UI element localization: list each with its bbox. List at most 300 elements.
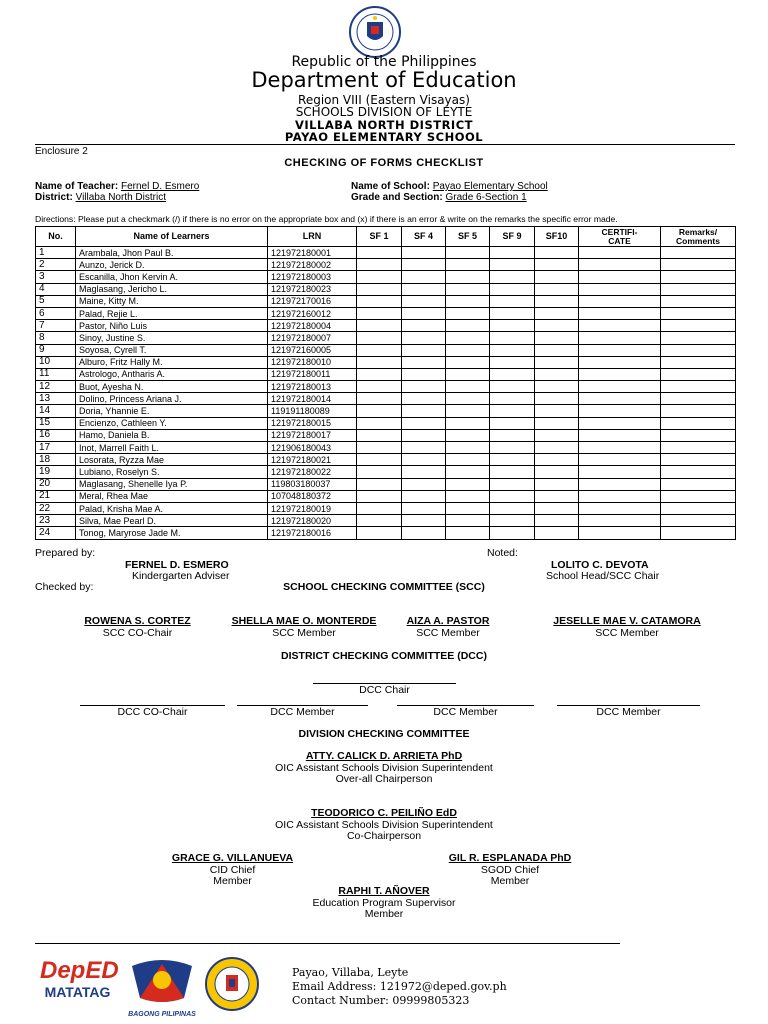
- cell-sf10-checkbox[interactable]: [535, 417, 579, 429]
- cell-learner-name: Arambala, Jhon Paul B.: [76, 247, 268, 259]
- cell-sf10-checkbox[interactable]: [535, 454, 579, 466]
- cell-learner-name: Hamo, Daniela B.: [76, 429, 268, 441]
- cell-no: 16: [36, 429, 76, 441]
- cell-remarks-checkbox[interactable]: [661, 405, 736, 417]
- teacher-value: Fernel D. Esmero: [120, 181, 200, 192]
- cell-sf4-checkbox[interactable]: [402, 356, 446, 368]
- cell-no: 18: [36, 454, 76, 466]
- cell-certificate-checkbox[interactable]: [579, 527, 661, 539]
- cell-sf4-checkbox[interactable]: [402, 405, 446, 417]
- eps-title: Education Program Supervisor: [312, 896, 456, 909]
- cell-sf9-checkbox[interactable]: [490, 515, 535, 527]
- cell-no: 1: [36, 247, 76, 259]
- cell-sf10-checkbox[interactable]: [535, 429, 579, 441]
- table-row: [36, 295, 736, 307]
- cell-sf9-checkbox[interactable]: [490, 381, 535, 393]
- cell-lrn: 121972180011: [268, 368, 357, 380]
- cell-sf9-checkbox[interactable]: [490, 478, 535, 490]
- prepared-name: FERNEL D. ESMERO: [125, 559, 229, 571]
- division-cochair-block: [0, 808, 768, 843]
- cell-sf4-checkbox[interactable]: [402, 490, 446, 502]
- cell-sf10-checkbox[interactable]: [535, 283, 579, 295]
- cell-sf4-checkbox[interactable]: [402, 393, 446, 405]
- cell-sf5-checkbox[interactable]: [446, 307, 490, 319]
- cell-sf10-checkbox[interactable]: [535, 307, 579, 319]
- bagong-pilipinas-logo: [124, 956, 200, 1018]
- footer-address: Payao, Villaba, Leyte: [292, 966, 409, 979]
- cell-lrn: 121972180016: [268, 527, 357, 539]
- table-row: [36, 307, 736, 319]
- grade-value: Grade 6-Section 1: [445, 192, 527, 203]
- cell-sf5-checkbox[interactable]: [446, 320, 490, 332]
- bagong-pilipinas-icon: [124, 956, 200, 1006]
- cell-sf10-checkbox[interactable]: [535, 320, 579, 332]
- cell-sf1-checkbox[interactable]: [357, 283, 402, 295]
- col-header-sf10: SF10: [535, 227, 579, 247]
- cell-certificate-checkbox[interactable]: [579, 356, 661, 368]
- school-label: Name of School:: [351, 181, 430, 192]
- cell-remarks-checkbox[interactable]: [661, 454, 736, 466]
- table-row: [36, 247, 736, 259]
- cell-sf5-checkbox[interactable]: [446, 442, 490, 454]
- cell-sf4-checkbox[interactable]: [402, 515, 446, 527]
- cell-lrn: 121972180002: [268, 259, 357, 271]
- cell-sf10-checkbox[interactable]: [535, 332, 579, 344]
- cell-remarks-checkbox[interactable]: [661, 307, 736, 319]
- cell-sf9-checkbox[interactable]: [490, 502, 535, 514]
- cell-sf4-checkbox[interactable]: [402, 332, 446, 344]
- cell-sf1-checkbox[interactable]: [357, 259, 402, 271]
- cell-sf9-checkbox[interactable]: [490, 490, 535, 502]
- enclosure-label: Enclosure 2: [35, 146, 88, 157]
- region-line: Region VIII (Eastern Visayas): [298, 93, 470, 107]
- cell-remarks-checkbox[interactable]: [661, 417, 736, 429]
- cell-lrn: 121972180010: [268, 356, 357, 368]
- table-row: [36, 381, 736, 393]
- cell-sf1-checkbox[interactable]: [357, 442, 402, 454]
- cell-lrn: 121972160012: [268, 307, 357, 319]
- table-row: [36, 283, 736, 295]
- cell-sf9-checkbox[interactable]: [490, 429, 535, 441]
- cell-remarks-checkbox[interactable]: [661, 368, 736, 380]
- noted-label: Noted:: [487, 547, 518, 559]
- cell-no: 4: [36, 283, 76, 295]
- cell-sf10-checkbox[interactable]: [535, 344, 579, 356]
- department-title: Department of Education: [251, 68, 517, 92]
- cell-sf1-checkbox[interactable]: [357, 490, 402, 502]
- cell-certificate-checkbox[interactable]: [579, 515, 661, 527]
- cell-sf1-checkbox[interactable]: [357, 515, 402, 527]
- scc-member-3: [388, 615, 508, 639]
- cell-sf10-checkbox[interactable]: [535, 442, 579, 454]
- cell-certificate-checkbox[interactable]: [579, 320, 661, 332]
- cell-remarks-checkbox[interactable]: [661, 381, 736, 393]
- cell-remarks-checkbox[interactable]: [661, 466, 736, 478]
- footer-contact: [292, 966, 507, 1008]
- cell-sf9-checkbox[interactable]: [490, 283, 535, 295]
- cell-sf5-checkbox[interactable]: [446, 429, 490, 441]
- cell-sf10-checkbox[interactable]: [535, 393, 579, 405]
- cid-chief-name: GRACE G. VILLANUEVA: [171, 852, 294, 864]
- cell-sf1-checkbox[interactable]: [357, 320, 402, 332]
- cell-no: 15: [36, 417, 76, 429]
- cell-certificate-checkbox[interactable]: [579, 344, 661, 356]
- dcc-role-1: DCC CO-Chair: [117, 706, 188, 718]
- cell-lrn: 121972180023: [268, 283, 357, 295]
- cell-learner-name: Buot, Ayesha N.: [76, 381, 268, 393]
- cell-no: 12: [36, 381, 76, 393]
- table-row: [36, 466, 736, 478]
- cell-no: 21: [36, 490, 76, 502]
- cell-sf1-checkbox[interactable]: [357, 332, 402, 344]
- scc-name: JESELLE MAE V. CATAMORA: [553, 615, 701, 627]
- cell-sf10-checkbox[interactable]: [535, 271, 579, 283]
- cell-certificate-checkbox[interactable]: [579, 247, 661, 259]
- cell-sf10-checkbox[interactable]: [535, 466, 579, 478]
- table-row: [36, 502, 736, 514]
- cell-no: 7: [36, 320, 76, 332]
- cell-sf10-checkbox[interactable]: [535, 502, 579, 514]
- cell-sf4-checkbox[interactable]: [402, 368, 446, 380]
- cid-chief-title: CID Chief: [209, 863, 256, 876]
- cell-learner-name: Tonog, Maryrose Jade M.: [76, 527, 268, 539]
- cell-remarks-checkbox[interactable]: [661, 442, 736, 454]
- scc-name: ROWENA S. CORTEZ: [84, 615, 191, 627]
- cell-sf5-checkbox[interactable]: [446, 527, 490, 539]
- footer-divider: [35, 943, 620, 944]
- cell-sf9-checkbox[interactable]: [490, 332, 535, 344]
- cell-remarks-checkbox[interactable]: [661, 429, 736, 441]
- cell-remarks-checkbox[interactable]: [661, 271, 736, 283]
- col-header-remarks: Remarks/ Comments: [661, 227, 736, 247]
- cell-lrn: 121972180013: [268, 381, 357, 393]
- cell-remarks-checkbox[interactable]: [661, 515, 736, 527]
- scc-role: SCC Member: [272, 627, 336, 639]
- cell-sf1-checkbox[interactable]: [357, 356, 402, 368]
- cell-sf5-checkbox[interactable]: [446, 490, 490, 502]
- cell-sf9-checkbox[interactable]: [490, 295, 535, 307]
- cell-certificate-checkbox[interactable]: [579, 393, 661, 405]
- cell-sf5-checkbox[interactable]: [446, 393, 490, 405]
- bagong-pilipinas-text: BAGONG PILIPINAS: [128, 1011, 196, 1018]
- cell-certificate-checkbox[interactable]: [579, 490, 661, 502]
- cell-sf9-checkbox[interactable]: [490, 454, 535, 466]
- cell-sf1-checkbox[interactable]: [357, 502, 402, 514]
- cell-sf10-checkbox[interactable]: [535, 247, 579, 259]
- cell-sf9-checkbox[interactable]: [490, 405, 535, 417]
- col-header-sf4: SF 4: [402, 227, 446, 247]
- cell-certificate-checkbox[interactable]: [579, 478, 661, 490]
- cell-sf10-checkbox[interactable]: [535, 478, 579, 490]
- division-chair-role: Over-all Chairperson: [335, 773, 433, 785]
- cell-certificate-checkbox[interactable]: [579, 307, 661, 319]
- matatag-logo-text: MATATAG: [44, 984, 111, 1000]
- cell-certificate-checkbox[interactable]: [579, 442, 661, 454]
- cell-certificate-checkbox[interactable]: [579, 271, 661, 283]
- cell-sf1-checkbox[interactable]: [357, 247, 402, 259]
- cell-sf10-checkbox[interactable]: [535, 356, 579, 368]
- cell-sf5-checkbox[interactable]: [446, 515, 490, 527]
- cid-chief-role: Member: [213, 875, 252, 887]
- cell-learner-name: Escanilla, Jhon Kervin A.: [76, 271, 268, 283]
- scc-member-2: [218, 615, 390, 639]
- cell-no: 9: [36, 344, 76, 356]
- cell-remarks-checkbox[interactable]: [661, 247, 736, 259]
- sgod-chief-role: Member: [490, 875, 530, 887]
- cell-remarks-checkbox[interactable]: [661, 393, 736, 405]
- school-seal-icon: [205, 957, 259, 1011]
- cell-sf4-checkbox[interactable]: [402, 320, 446, 332]
- division-committee-title: DIVISION CHECKING COMMITTEE: [298, 728, 470, 740]
- cell-sf4-checkbox[interactable]: [402, 478, 446, 490]
- cell-sf9-checkbox[interactable]: [490, 356, 535, 368]
- cid-chief-block: [150, 853, 315, 888]
- prepared-title: Kindergarten Adviser: [132, 570, 230, 582]
- cell-sf10-checkbox[interactable]: [535, 490, 579, 502]
- cell-sf4-checkbox[interactable]: [402, 527, 446, 539]
- cell-learner-name: Lubiano, Roselyn S.: [76, 466, 268, 478]
- scc-member-4: [537, 615, 717, 639]
- cell-lrn: 121972180020: [268, 515, 357, 527]
- cell-sf5-checkbox[interactable]: [446, 466, 490, 478]
- teacher-label: Name of Teacher:: [35, 181, 119, 192]
- cell-learner-name: Doria, Yhannie E.: [76, 405, 268, 417]
- grade-row: [351, 192, 527, 203]
- cell-sf10-checkbox[interactable]: [535, 405, 579, 417]
- cell-sf4-checkbox[interactable]: [402, 247, 446, 259]
- cell-sf5-checkbox[interactable]: [446, 356, 490, 368]
- deped-matatag-logo: [40, 957, 119, 1018]
- cell-certificate-checkbox[interactable]: [579, 381, 661, 393]
- cell-sf1-checkbox[interactable]: [357, 393, 402, 405]
- cell-remarks-checkbox[interactable]: [661, 490, 736, 502]
- table-row: [36, 356, 736, 368]
- cell-learner-name: Aunzo, Jerick D.: [76, 259, 268, 271]
- cell-sf4-checkbox[interactable]: [402, 502, 446, 514]
- dcc-chair-label: DCC Chair: [359, 684, 410, 696]
- cell-sf10-checkbox[interactable]: [535, 368, 579, 380]
- cell-certificate-checkbox[interactable]: [579, 295, 661, 307]
- cell-learner-name: Maglasang, Jericho L.: [76, 283, 268, 295]
- cell-sf5-checkbox[interactable]: [446, 332, 490, 344]
- republic-line: Republic of the Philippines: [291, 54, 477, 70]
- col-header-certificate: CERTIFI- CATE: [579, 227, 661, 247]
- cell-sf9-checkbox[interactable]: [490, 344, 535, 356]
- scc-role: SCC CO-Chair: [102, 627, 173, 639]
- cell-sf1-checkbox[interactable]: [357, 295, 402, 307]
- cell-sf10-checkbox[interactable]: [535, 527, 579, 539]
- cell-sf4-checkbox[interactable]: [402, 295, 446, 307]
- cell-remarks-checkbox[interactable]: [661, 320, 736, 332]
- cell-sf4-checkbox[interactable]: [402, 466, 446, 478]
- cell-sf5-checkbox[interactable]: [446, 502, 490, 514]
- cell-sf4-checkbox[interactable]: [402, 271, 446, 283]
- cell-learner-name: Losorata, Ryzza Mae: [76, 454, 268, 466]
- cell-sf9-checkbox[interactable]: [490, 247, 535, 259]
- cell-sf9-checkbox[interactable]: [490, 368, 535, 380]
- col-header-sf5: SF 5: [446, 227, 490, 247]
- form-title: CHECKING OF FORMS CHECKLIST: [284, 157, 484, 169]
- cell-certificate-checkbox[interactable]: [579, 502, 661, 514]
- table-row: [36, 515, 736, 527]
- cell-certificate-checkbox[interactable]: [579, 283, 661, 295]
- cell-remarks-checkbox[interactable]: [661, 356, 736, 368]
- cell-remarks-checkbox[interactable]: [661, 332, 736, 344]
- cell-lrn: 121972180014: [268, 393, 357, 405]
- cell-sf1-checkbox[interactable]: [357, 478, 402, 490]
- table-row: [36, 417, 736, 429]
- table-row: [36, 393, 736, 405]
- cell-no: 20: [36, 478, 76, 490]
- cell-sf9-checkbox[interactable]: [490, 527, 535, 539]
- table-row: [36, 454, 736, 466]
- cell-sf1-checkbox[interactable]: [357, 466, 402, 478]
- cell-sf9-checkbox[interactable]: [490, 259, 535, 271]
- school-line: PAYAO ELEMENTARY SCHOOL: [284, 130, 484, 144]
- table-row: [36, 442, 736, 454]
- cell-learner-name: Dolino, Princess Ariana J.: [76, 393, 268, 405]
- cell-sf1-checkbox[interactable]: [357, 429, 402, 441]
- cell-sf1-checkbox[interactable]: [357, 368, 402, 380]
- cell-sf4-checkbox[interactable]: [402, 259, 446, 271]
- cell-remarks-checkbox[interactable]: [661, 283, 736, 295]
- cell-sf9-checkbox[interactable]: [490, 271, 535, 283]
- cell-learner-name: Sinoy, Justine S.: [76, 332, 268, 344]
- cell-certificate-checkbox[interactable]: [579, 368, 661, 380]
- cell-certificate-checkbox[interactable]: [579, 259, 661, 271]
- cell-lrn: 119191180089: [268, 405, 357, 417]
- cell-sf5-checkbox[interactable]: [446, 247, 490, 259]
- cell-sf5-checkbox[interactable]: [446, 295, 490, 307]
- cell-no: 24: [36, 527, 76, 539]
- cell-sf10-checkbox[interactable]: [535, 515, 579, 527]
- teacher-row: [35, 181, 199, 192]
- col-header-name: Name of Learners: [76, 227, 268, 247]
- cell-lrn: 121972180022: [268, 466, 357, 478]
- division-cochair-title: OIC Assistant Schools Division Superintendent: [275, 818, 493, 831]
- cell-certificate-checkbox[interactable]: [579, 332, 661, 344]
- footer-phone: Contact Number: 09999805323: [292, 994, 470, 1007]
- cell-learner-name: Alburo, Fritz Hally M.: [76, 356, 268, 368]
- cell-sf1-checkbox[interactable]: [357, 271, 402, 283]
- cell-sf9-checkbox[interactable]: [490, 417, 535, 429]
- cell-sf5-checkbox[interactable]: [446, 271, 490, 283]
- prepared-by-label: Prepared by:: [35, 547, 96, 559]
- sgod-chief-block: [425, 853, 595, 888]
- cell-sf4-checkbox[interactable]: [402, 417, 446, 429]
- cell-sf5-checkbox[interactable]: [446, 344, 490, 356]
- cell-sf1-checkbox[interactable]: [357, 417, 402, 429]
- cell-sf5-checkbox[interactable]: [446, 283, 490, 295]
- cell-lrn: 121906180043: [268, 442, 357, 454]
- cell-sf1-checkbox[interactable]: [357, 381, 402, 393]
- cell-sf9-checkbox[interactable]: [490, 307, 535, 319]
- cell-learner-name: Meral, Rhea Mae: [76, 490, 268, 502]
- cell-sf1-checkbox[interactable]: [357, 405, 402, 417]
- cell-certificate-checkbox[interactable]: [579, 466, 661, 478]
- sgod-chief-title: SGOD Chief: [480, 863, 540, 876]
- cell-sf5-checkbox[interactable]: [446, 478, 490, 490]
- table-row: [36, 320, 736, 332]
- school-seal-text: [5, 757, 20, 758]
- cell-sf9-checkbox[interactable]: [490, 466, 535, 478]
- forms-checklist-table: [35, 226, 736, 540]
- col-header-lrn: LRN: [268, 227, 357, 247]
- cell-no: 6: [36, 307, 76, 319]
- cell-sf1-checkbox[interactable]: [357, 344, 402, 356]
- scc-name: AIZA A. PASTOR: [406, 615, 490, 627]
- cell-learner-name: Silva, Mae Pearl D.: [76, 515, 268, 527]
- cell-sf9-checkbox[interactable]: [490, 320, 535, 332]
- cell-no: 10: [36, 356, 76, 368]
- cell-certificate-checkbox[interactable]: [579, 429, 661, 441]
- cell-sf1-checkbox[interactable]: [357, 307, 402, 319]
- cell-sf9-checkbox[interactable]: [490, 393, 535, 405]
- cell-sf10-checkbox[interactable]: [535, 295, 579, 307]
- cell-learner-name: Soyosa, Cyrell T.: [76, 344, 268, 356]
- cell-remarks-checkbox[interactable]: [661, 502, 736, 514]
- cell-no: 14: [36, 405, 76, 417]
- division-chair-block: [0, 751, 768, 786]
- cell-sf4-checkbox[interactable]: [402, 429, 446, 441]
- cell-remarks-checkbox[interactable]: [661, 478, 736, 490]
- cell-sf1-checkbox[interactable]: [357, 527, 402, 539]
- cell-no: 17: [36, 442, 76, 454]
- cell-lrn: 121972160005: [268, 344, 357, 356]
- eps-role: Member: [364, 908, 404, 920]
- cell-certificate-checkbox[interactable]: [579, 405, 661, 417]
- cell-sf4-checkbox[interactable]: [402, 454, 446, 466]
- cell-sf5-checkbox[interactable]: [446, 417, 490, 429]
- cell-sf5-checkbox[interactable]: [446, 381, 490, 393]
- cell-lrn: 121972180004: [268, 320, 357, 332]
- table-row: [36, 271, 736, 283]
- cell-learner-name: Pastor, Niño Luis: [76, 320, 268, 332]
- table-row: [36, 490, 736, 502]
- cell-remarks-checkbox[interactable]: [661, 344, 736, 356]
- cell-sf5-checkbox[interactable]: [446, 405, 490, 417]
- cell-certificate-checkbox[interactable]: [579, 454, 661, 466]
- cell-sf10-checkbox[interactable]: [535, 381, 579, 393]
- cell-sf9-checkbox[interactable]: [490, 442, 535, 454]
- cell-no: 8: [36, 332, 76, 344]
- cell-learner-name: Maglasang, Shenelle Iya P.: [76, 478, 268, 490]
- cell-sf5-checkbox[interactable]: [446, 454, 490, 466]
- cell-remarks-checkbox[interactable]: [661, 259, 736, 271]
- cell-sf4-checkbox[interactable]: [402, 442, 446, 454]
- cell-certificate-checkbox[interactable]: [579, 417, 661, 429]
- division-cochair-name: TEODORICO C. PEILIÑO EdD: [311, 807, 457, 819]
- cell-sf4-checkbox[interactable]: [402, 283, 446, 295]
- scc-role: SCC Member: [595, 627, 659, 639]
- cell-no: 2: [36, 259, 76, 271]
- cell-sf4-checkbox[interactable]: [402, 381, 446, 393]
- district-line: VILLABA NORTH DISTRICT: [295, 118, 473, 132]
- cell-sf4-checkbox[interactable]: [402, 307, 446, 319]
- cell-sf5-checkbox[interactable]: [446, 368, 490, 380]
- deped-logo-text: DepED: [40, 957, 119, 984]
- cell-sf1-checkbox[interactable]: [357, 454, 402, 466]
- cell-learner-name: Inot, Marrell Faith L.: [76, 442, 268, 454]
- cell-sf5-checkbox[interactable]: [446, 259, 490, 271]
- footer-email: Email Address: 121972@deped.gov.ph: [292, 980, 507, 993]
- cell-remarks-checkbox[interactable]: [661, 295, 736, 307]
- cell-sf4-checkbox[interactable]: [402, 344, 446, 356]
- cell-learner-name: Astrologo, Antharis A.: [76, 368, 268, 380]
- cell-remarks-checkbox[interactable]: [661, 527, 736, 539]
- scc-member-1: [60, 615, 215, 639]
- cell-sf10-checkbox[interactable]: [535, 259, 579, 271]
